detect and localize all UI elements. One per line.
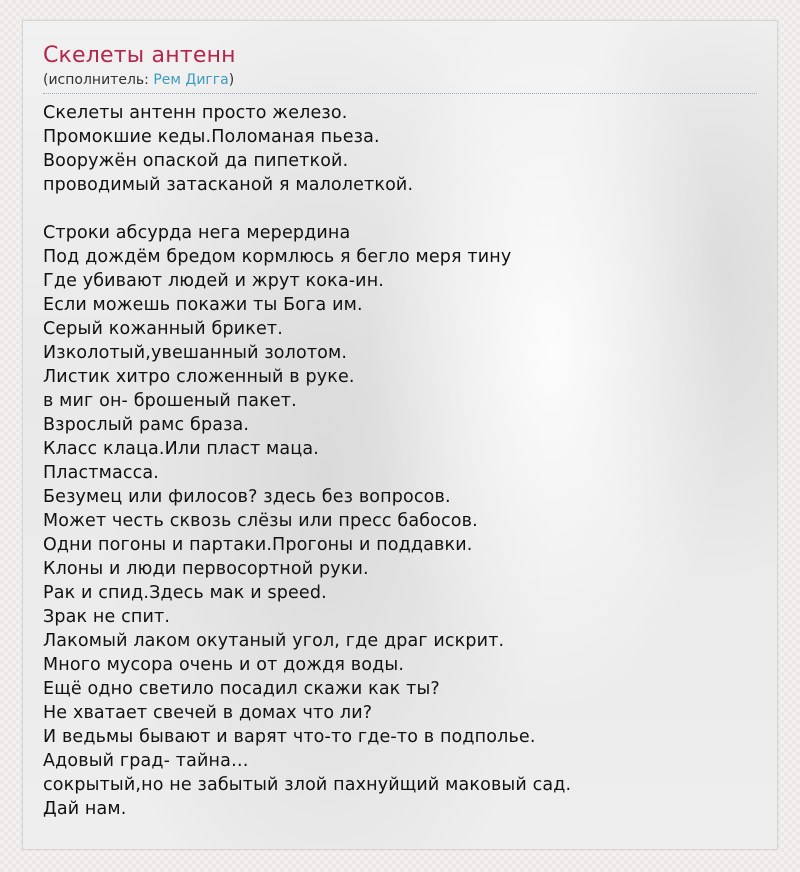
lyric-line: Клоны и люди первосортной руки.	[43, 559, 369, 579]
lyric-line: Пластмасса.	[43, 463, 159, 483]
artist-link[interactable]: Рем Дигга	[153, 72, 229, 88]
lyric-line: И ведьмы бывают и варят что-то где-то в подполье.	[43, 727, 536, 747]
song-title: Скелеты антенн	[43, 43, 236, 68]
lyric-line: Может честь сквозь слёзы или пресс бабосов.	[43, 511, 478, 531]
lyric-line: в миг он- брошеный пакет.	[43, 391, 297, 411]
lyric-line: Адовый град- тайна…	[43, 751, 249, 771]
lyric-line: Зрак не спит.	[43, 607, 171, 627]
lyric-line: Серый кожанный брикет.	[43, 319, 283, 339]
lyric-line: Под дождём бредом кормлюсь я бегло меря тину	[43, 247, 512, 267]
lyric-line: Изколотый,увешанный золотом.	[43, 343, 348, 363]
lyric-line: Промокшие кеды.Поломаная пьеза.	[43, 127, 380, 147]
lyric-line: Ещё одно светило посадил скажи как ты?	[43, 679, 440, 699]
lyric-line: Если можешь покажи ты Бога им.	[43, 295, 363, 315]
lyric-line: Лакомый лаком окутаный угол, где драг искрит.	[43, 631, 505, 651]
lyric-line: Где убивают людей и жрут кока-ин.	[43, 271, 385, 291]
lyric-line: сокрытый,но не забытый злой пахнуйщий маковый сад.	[43, 775, 572, 795]
lyric-line: Одни погоны и партаки.Прогоны и поддавки.	[43, 535, 473, 555]
lyrics-body	[43, 101, 757, 821]
stanza-break	[43, 197, 757, 221]
lyric-line: Скелеты антенн просто железо.	[43, 103, 348, 123]
lyric-line: Взрослый рамс браза.	[43, 415, 250, 435]
lyric-line: Не хватает свечей в домах что ли?	[43, 703, 373, 723]
lyric-line: Листик хитро сложенный в руке.	[43, 367, 355, 387]
artist-line	[43, 71, 757, 89]
song-header	[43, 43, 757, 94]
lyric-line: Класс клаца.Или пласт маца.	[43, 439, 319, 459]
lyric-line: Вооружён опаской да пипеткой.	[43, 151, 349, 171]
lyric-line: Много мусора очень и от дождя воды.	[43, 655, 405, 675]
artist-suffix: )	[228, 72, 235, 88]
lyric-line: Дай нам.	[43, 799, 127, 819]
lyric-line: Безумец или филосов? здесь без вопросов.	[43, 487, 451, 507]
lyric-line: проводимый затасканой я малолеткой.	[43, 175, 414, 195]
lyric-line: Строки абсурда нега мерердина	[43, 223, 351, 243]
artist-prefix: (исполнитель:	[43, 72, 154, 88]
lyrics-card	[22, 20, 778, 850]
lyric-line: Рак и спид.Здесь мак и speed.	[43, 583, 327, 603]
